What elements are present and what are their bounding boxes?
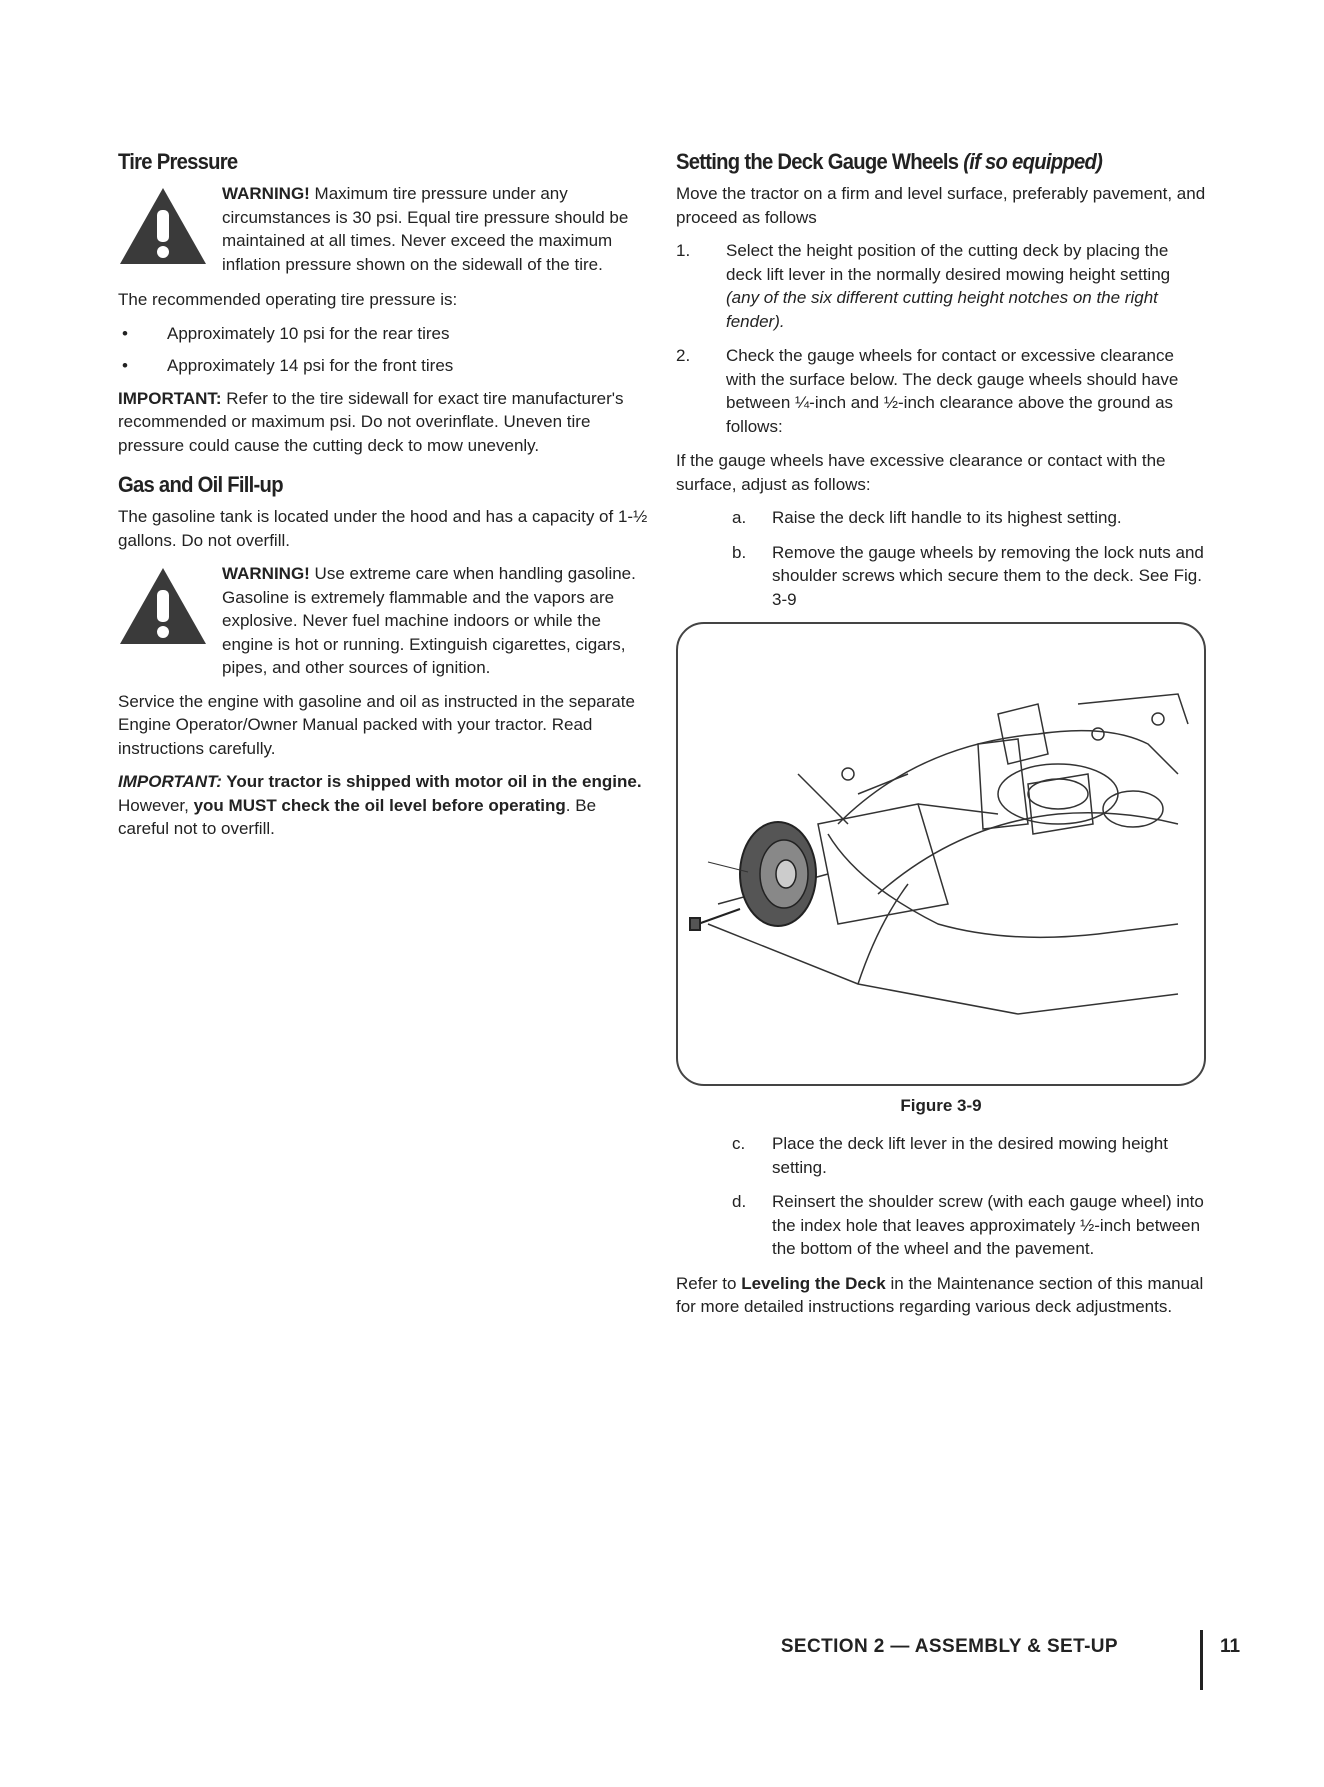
list-item: d. Reinsert the shoulder screw (with each gauge wheel) into the index hole that leaves approximately ½-inch between the bottom of the wheel and the pavement. — [732, 1192, 1204, 1258]
footer-divider — [1200, 1630, 1203, 1690]
left-column — [118, 148, 650, 851]
deck-adjust: If the gauge wheels have excessive clearance or contact with the surface, adjust as follows: — [676, 451, 1166, 494]
list-item: 2. Check the gauge wheels for contact or excessive clearance with the surface below. The deck gauge wheels should have between ¼-inch and ½-inch clearance above the ground as follows: — [676, 346, 1179, 436]
tire-intro: The recommended operating tire pressure is: — [118, 290, 458, 309]
gas-warning-text: WARNING! Use extreme care when handling gasoline. Gasoline is extremely flammable and the vapors are explosive. Never fuel machine indoors or while the engine is hot or running. Extinguish cigarettes, cigars, pipes, and other sources of ignition. — [222, 564, 636, 677]
warning-label: WARNING! — [222, 564, 310, 583]
list-item: c. Place the deck lift lever in the desired mowing height setting. — [732, 1134, 1168, 1177]
figure-3-9 — [676, 622, 1206, 1086]
gauge-wheel-illustration — [678, 624, 1204, 1084]
gas-service: Service the engine with gasoline and oil as instructed in the separate Engine Operator/Owner Manual packed with your tractor. Read instructions carefully. — [118, 691, 635, 758]
list-item: 1. Select the height position of the cutting deck by placing the deck lift lever in the normally desired mowing height setting (any of the six different cutting height notches on the right fender). — [676, 241, 1171, 331]
gas-intro: The gasoline tank is located under the hood and has a capacity of 1-½ gallons. Do not overfill. — [118, 507, 648, 550]
tire-important: IMPORTANT: Refer to the tire sidewall for exact tire manufacturer's recommended or maximum psi. Do not overinflate. Uneven tire pressure could cause the cutting deck to mow unevenly. — [118, 388, 624, 455]
tire-bullets — [118, 322, 650, 378]
warning-label: WARNING! — [222, 184, 310, 203]
deck-substeps-ab — [726, 506, 1206, 611]
warning-triangle-icon — [118, 186, 208, 266]
gas-oil-heading: Gas and Oil Fill-up — [118, 472, 283, 497]
figure-caption: Figure 3-9 — [900, 1096, 982, 1115]
tire-pressure-heading: Tire Pressure — [118, 149, 238, 174]
list-item: • Approximately 14 psi for the front tires — [122, 356, 454, 375]
refer-leveling: Refer to Leveling the Deck in the Maintenance section of this manual for more detailed instructions regarding various deck adjustments. — [676, 1273, 1204, 1316]
page-footer — [780, 1634, 1241, 1666]
deck-gauge-heading: Setting the Deck Gauge Wheels (if so equipped) — [676, 149, 1103, 174]
list-item: b. Remove the gauge wheels by removing the lock nuts and shoulder screws which secure them to the deck. See Fig. 3-9 — [732, 542, 1204, 609]
list-item: • Approximately 10 psi for the rear tires — [122, 323, 450, 343]
section-title: SECTION 2 — ASSEMBLY & SET-UP — [780, 1636, 1118, 1657]
tire-warning — [118, 182, 650, 278]
deck-intro: Move the tractor on a firm and level surface, preferably pavement, and proceed as follows — [676, 184, 1206, 227]
tire-warning-text: WARNING! Maximum tire pressure under any circumstances is 30 psi. Equal tire pressure should be maintained at all times. Never exceed the maximum inflation pressure shown on the sidewall of the tire. — [222, 184, 629, 274]
gas-important: IMPORTANT: Your tractor is shipped with motor oil in the engine. However, you MUST check the oil level before operating. Be careful not to overfill. — [118, 772, 642, 838]
deck-substeps-cd — [726, 1132, 1206, 1261]
warning-triangle-icon — [118, 566, 208, 646]
gas-warning — [118, 562, 650, 680]
deck-steps — [676, 239, 1206, 438]
page-number: 11 — [1220, 1636, 1241, 1657]
right-column — [676, 148, 1206, 1329]
list-item: a. Raise the deck lift handle to its highest setting. — [732, 508, 1122, 527]
